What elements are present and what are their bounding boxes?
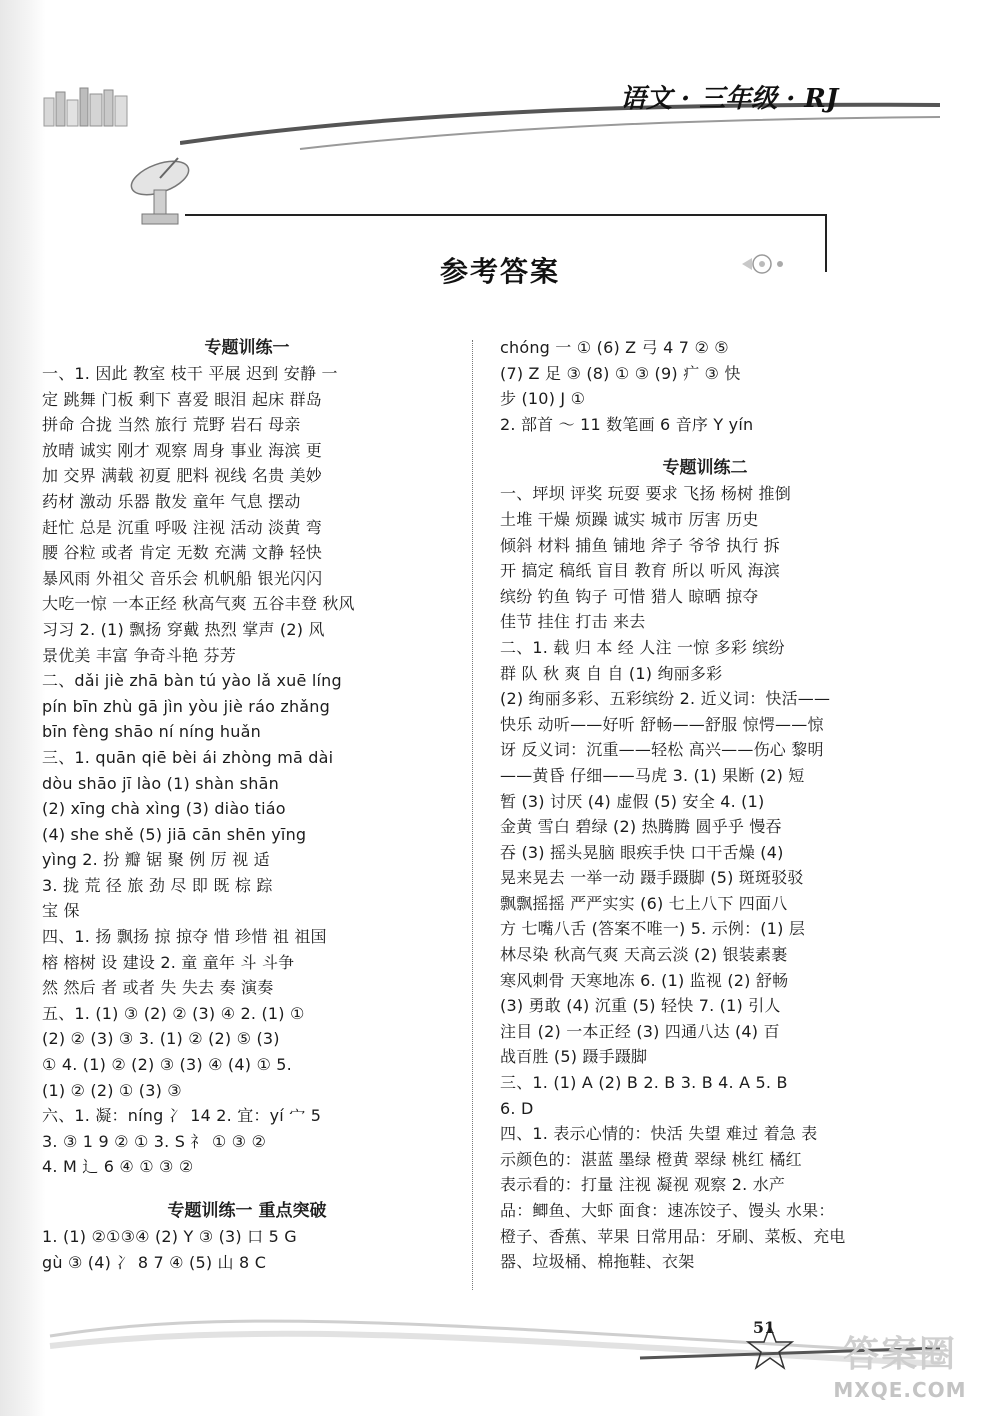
section-title: 专题训练一 (204, 338, 290, 358)
answer-line: 拼命 合拢 当然 旅行 荒野 岩石 母亲 (42, 415, 301, 435)
answer-line: 土堆 干燥 烦躁 诚实 城市 厉害 历史 (500, 509, 759, 529)
answer-line: 橙子、香蕉、苹果 日常用品：牙刷、菜板、充电 (500, 1226, 846, 1246)
books-icon (40, 80, 140, 130)
left-page-edge-shadow (0, 0, 46, 1416)
answer-line: ① 4. (1) ② (2) ③ (3) ④ (4) ① 5. (42, 1055, 292, 1075)
answer-line: 6. D (500, 1098, 534, 1118)
column-divider (472, 340, 473, 1290)
answer-line: 战百胜 (5) 蹑手蹑脚 (500, 1047, 648, 1067)
answer-line: 群 队 秋 爽 自 自 (1) 绚丽多彩 (500, 663, 723, 683)
answer-line: 4. M 辶 6 ④ ① ③ ② (42, 1157, 194, 1177)
answer-line: 金黄 雪白 碧绿 (2) 热腾腾 圆乎乎 慢吞 (500, 817, 782, 837)
answer-line: 赶忙 总是 沉重 呼吸 注视 活动 淡黄 弯 (42, 517, 323, 537)
answer-line: 加 交界 满载 初夏 肥料 视线 名贵 美妙 (42, 466, 323, 486)
answer-line: (2) xīng chà xìng (3) diào tiáo (42, 799, 286, 819)
answer-line: 步 (10) J ① (500, 389, 586, 409)
answer-line: 景优美 丰富 争奇斗艳 芬芳 (42, 645, 237, 665)
answer-line: dòu shāo jī lào (1) shàn shān (42, 773, 279, 793)
answer-line: (7) Z 足 ③ (8) ① ③ (9) 疒 ③ 快 (500, 363, 741, 383)
answer-line: 表示看的：打量 注视 凝视 观察 2. 水产 (500, 1175, 786, 1195)
answer-line: 寒风刺骨 天寒地冻 6. (1) 监视 (2) 舒畅 (500, 970, 789, 990)
answer-line: 一、1. 因此 教室 枝干 平展 迟到 安静 一 (42, 364, 338, 383)
section-gap (42, 1180, 452, 1198)
section-title: 专题训练一 重点突破 (167, 1201, 327, 1221)
section-title: 专题训练二 (662, 458, 748, 479)
answer-line: 品：鲫鱼、大虾 面食：速冻饺子、馒头 水果： (500, 1201, 835, 1220)
answer-line: 放晴 诚实 刚才 观察 周身 事业 海滨 更 (42, 440, 323, 460)
answer-line: bīn fèng shāo ní níng huǎn (42, 722, 261, 742)
answer-line: 缤纷 钓鱼 钩子 可惜 猎人 晾晒 掠夺 (500, 586, 759, 606)
subject-grade-label: 语文 · 三年级 · RJ (620, 84, 839, 114)
answer-line: 开 搞定 稿纸 盲目 教育 所以 听风 海滨 (500, 561, 781, 581)
answer-line: 五、1. (1) ③ (2) ② (3) ④ 2. (1) ① (42, 1003, 305, 1023)
answer-line: 晃来晃去 一举一动 蹑手蹑脚 (5) 斑斑驳驳 (500, 868, 804, 888)
right-column (500, 335, 910, 1275)
answer-line: 讶 反义词：沉重——轻松 高兴——伤心 黎明 (500, 740, 824, 760)
answer-line: 宝 保 (42, 901, 80, 921)
page-number: 51 (752, 1318, 776, 1337)
answer-line: (2) 绚丽多彩、五彩缤纷 2. 近义词：快活—— (500, 689, 831, 709)
answer-line: 四、1. 表示心情的：快活 失望 难过 着急 表 (500, 1124, 818, 1144)
answer-line: 快乐 动听——好听 舒畅——舒服 惊愕——惊 (500, 714, 824, 734)
answer-line: 榕 榕树 设 建设 2. 童 童年 斗 斗争 (42, 952, 295, 972)
answer-line: 飘飘摇摇 严严实实 (6) 七上八下 四面八 (500, 893, 788, 913)
answer-line: 二、1. 载 归 本 经 人注 一惊 多彩 缤纷 (500, 637, 785, 657)
answer-line: 药材 激动 乐器 散发 童年 气息 摆动 (42, 491, 301, 511)
answer-line: 方 七嘴八舌 (答案不唯一) 5. 示例：(1) 层 (500, 919, 806, 939)
answer-line: 注目 (2) 一本正经 (3) 四通八达 (4) 百 (500, 1021, 780, 1041)
answer-line: 三、1. quān qiē bèi ái zhòng mā dài (42, 747, 334, 767)
answer-line: 吞 (3) 摇头晃脑 眼疾手快 口干舌燥 (4) (500, 842, 784, 862)
answer-line: 示颜色的：湛蓝 墨绿 橙黄 翠绿 桃红 橘红 (500, 1149, 802, 1169)
answer-line: pín bīn zhù gā jìn yòu jiè ráo zhǎng (42, 696, 330, 716)
watermark-url: MXQE.COM (833, 1378, 967, 1402)
answer-line: 腰 谷粒 或者 肯定 无数 充满 文静 轻快 (42, 543, 323, 563)
answer-line: (1) ② (2) ① (3) ③ (42, 1080, 182, 1100)
answer-line: 六、1. 凝：níng 冫 14 2. 宜：yí 宀 5 (42, 1106, 322, 1126)
answer-line: 器、垃圾桶、棉拖鞋、衣架 (500, 1252, 695, 1272)
answer-line: 三、1. (1) A (2) B 2. B 3. B 4. A 5. B (500, 1073, 788, 1093)
answer-line: chóng 一 ① (6) Z 弓 4 7 ② ⑤ (500, 338, 729, 357)
answer-line: yìng 2. 扮 瓣 锯 聚 例 厉 视 适 (42, 850, 270, 870)
section-gap (500, 437, 910, 455)
answer-line: (3) 勇敢 (4) 沉重 (5) 轻快 7. (1) 引人 (500, 996, 781, 1016)
answer-line: 暂 (3) 讨厌 (4) 虚假 (5) 安全 4. (1) (500, 791, 765, 811)
answer-line: 3. ③ 1 9 ② ① 3. S 礻 ① ③ ② (42, 1131, 267, 1151)
answer-line: 2. 部首 ～ 11 数笔画 6 音序 Y yín (500, 414, 754, 434)
page-title: 参考答案 (439, 255, 560, 288)
answer-line: 佳节 挂住 打击 来去 (500, 612, 646, 632)
answer-line: 大吃一惊 一本正经 秋高气爽 五谷丰登 秋风 (42, 594, 355, 614)
answer-line: (4) she shě (5) jiā cān shēn yīng (42, 824, 307, 844)
answer-line: 暴风雨 外祖父 音乐会 机帆船 银光闪闪 (42, 568, 323, 588)
answer-line: 然 然后 者 或者 失 失去 奏 演奏 (42, 978, 274, 998)
watermark-logo: 答案圈 (842, 1334, 957, 1375)
left-column (42, 335, 452, 1275)
answer-line: 习习 2. (1) 飘扬 穿戴 热烈 掌声 (2) 风 (42, 619, 325, 639)
answer-line: 定 跳舞 门板 剩下 喜爱 眼泪 起床 群岛 (42, 389, 323, 409)
answer-line: 倾斜 材料 捕鱼 铺地 斧子 爷爷 执行 拆 (500, 535, 781, 555)
answer-line: 1. (1) ②①③④ (2) Y ③ (3) 口 5 G (42, 1227, 297, 1246)
answer-line: 四、1. 扬 飘扬 掠 掠夺 惜 珍惜 祖 祖国 (42, 927, 327, 947)
answer-line: ——黄昏 仔细——马虎 3. (1) 果断 (2) 短 (500, 765, 805, 785)
answer-line: (2) ② (3) ③ 3. (1) ② (2) ⑤ (3) (42, 1029, 280, 1049)
answer-line: 林尽染 秋高气爽 天高云淡 (2) 银装素裹 (500, 945, 788, 965)
answer-line: gù ③ (4) 冫 8 7 ④ (5) 山 8 C (42, 1252, 267, 1272)
answer-line: 3. 拢 荒 径 旅 劲 尽 即 既 棕 踪 (42, 875, 273, 895)
answer-line: 一、坪坝 评奖 玩耍 要求 飞扬 杨树 推倒 (500, 484, 791, 504)
answer-line: 二、dǎi jiè zhā bàn tú yào lǎ xuē líng (42, 671, 342, 691)
